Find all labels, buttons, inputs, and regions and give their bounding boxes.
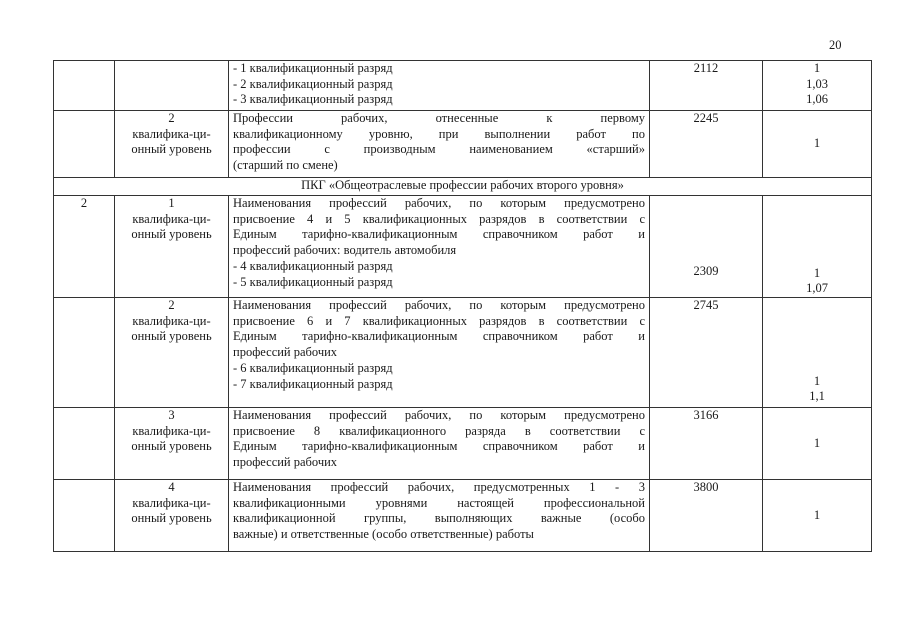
grade-item: - 3 квалификационный разряд bbox=[233, 92, 393, 107]
num-cell bbox=[54, 408, 115, 480]
level-cell: 4 квалифика-ци- онный уровень bbox=[115, 480, 229, 552]
salary-cell: 3800 bbox=[650, 480, 763, 552]
coef-value: 1,1 bbox=[809, 389, 825, 404]
desc-cell: Профессии рабочих, отнесенные к первому квалификационному уровню, при выполнении работ по профессии с производным наименованием «старший» (старший по смене) bbox=[229, 111, 650, 178]
coef-cell: 1 bbox=[763, 111, 872, 178]
coef-value: 1 bbox=[813, 61, 821, 75]
level-cell: 1 квалифика-ци- онный уровень bbox=[115, 196, 229, 298]
pkg-title: ПКГ «Общеотраслевые профессии рабочих второго уровня» bbox=[54, 178, 872, 196]
coef-cell: 1 bbox=[763, 480, 872, 552]
grade-item: - 2 квалификационный разряд bbox=[233, 76, 393, 91]
salary-cell: 2112 bbox=[650, 61, 763, 111]
num-cell bbox=[54, 480, 115, 552]
table-row bbox=[54, 298, 872, 408]
grade-item: - 1 квалификационный разряд bbox=[233, 61, 393, 75]
level-cell bbox=[115, 61, 229, 111]
num-cell bbox=[54, 61, 115, 111]
desc-cell: Наименования профессий рабочих, предусмотренных 1 - 3 квалификационными уровнями настоящей профессиональной квалификационной группы, выполняющих важные (особо важные) и ответственные (особо ответственные) работы bbox=[229, 480, 650, 552]
salary-cell: 2745 bbox=[650, 298, 763, 408]
salary-table bbox=[53, 60, 872, 552]
grade-item: - 6 квалификационный разряд bbox=[233, 360, 393, 375]
coef-value: 1,07 bbox=[806, 281, 828, 296]
salary-cell: 2245 bbox=[650, 111, 763, 178]
table-row bbox=[54, 178, 872, 196]
grade-item: - 4 квалификационный разряд bbox=[233, 258, 393, 273]
level-cell: 2 квалифика-ци- онный уровень bbox=[115, 298, 229, 408]
salary-cell: 2309 bbox=[650, 196, 763, 298]
grade-item: - 5 квалификационный разряд bbox=[233, 274, 393, 289]
table-row bbox=[54, 196, 872, 298]
salary-cell: 3166 bbox=[650, 408, 763, 480]
desc-cell bbox=[229, 61, 650, 111]
grade-item: - 7 квалификационный разряд bbox=[233, 376, 393, 391]
level-cell: 2 квалифика-ци- онный уровень bbox=[115, 111, 229, 178]
table-row bbox=[54, 408, 872, 480]
page-number: 20 bbox=[829, 38, 842, 52]
coef-value: 1 bbox=[813, 265, 821, 280]
level-cell: 3 квалифика-ци- онный уровень bbox=[115, 408, 229, 480]
coef-cell bbox=[763, 196, 872, 298]
desc-cell: Наименования профессий рабочих, по которым предусмотрено присвоение 4 и 5 квалификационных разрядов в соответствии с Единым тарифно-квалификационным справочником работ и профессий рабочих: водитель автомобиля - 4 квалификационный разряд - 5 квалификационный разряд bbox=[229, 196, 650, 298]
coef-cell bbox=[763, 61, 872, 111]
coef-value: 1,03 bbox=[806, 76, 828, 91]
coef-value: 1,06 bbox=[806, 92, 828, 107]
table-row bbox=[54, 480, 872, 552]
num-cell bbox=[54, 111, 115, 178]
table-row bbox=[54, 61, 872, 111]
coef-value: 1 bbox=[813, 373, 821, 388]
desc-cell: Наименования профессий рабочих, по которым предусмотрено присвоение 8 квалификационного разряда в соответствии с Единым тарифно-квалификационным справочником работ и профессий рабочих bbox=[229, 408, 650, 480]
num-cell: 2 bbox=[54, 196, 115, 298]
num-cell bbox=[54, 298, 115, 408]
coef-cell bbox=[763, 298, 872, 408]
table-row bbox=[54, 111, 872, 178]
coef-cell: 1 bbox=[763, 408, 872, 480]
desc-cell: Наименования профессий рабочих, по которым предусмотрено присвоение 6 и 7 квалификационных разрядов в соответствии с Единым тарифно-квалификационным справочником работ и профессий рабочих - 6 квалификационный разряд - 7 квалификационный разряд bbox=[229, 298, 650, 408]
